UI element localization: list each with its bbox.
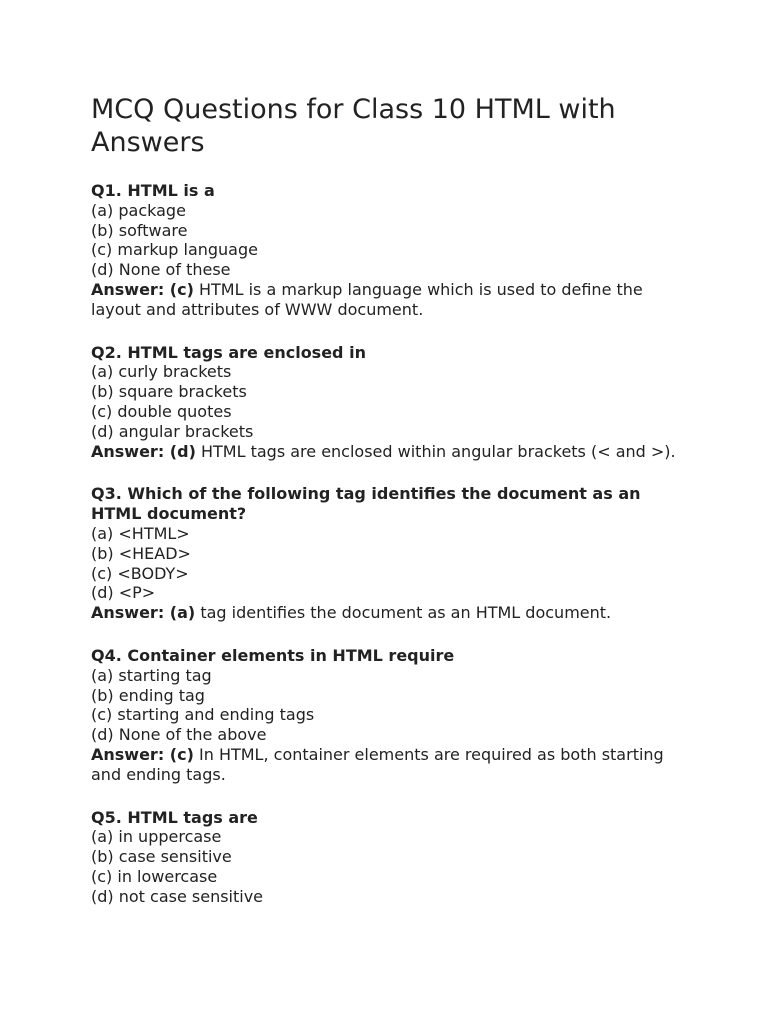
answer <box>91 442 688 462</box>
option-c: (c) starting and ending tags <box>91 705 315 725</box>
option-a: (a) curly brackets <box>91 362 232 382</box>
answer <box>91 280 688 320</box>
option-b: (b) <HEAD> <box>91 543 191 563</box>
answer <box>91 603 688 623</box>
question-text: Q1. HTML is a <box>91 181 215 200</box>
option-b: (b) case sensitive <box>91 847 232 867</box>
option-c: (c) <BODY> <box>91 563 189 583</box>
options-list <box>91 524 688 603</box>
option-c: (c) markup language <box>91 240 258 260</box>
option-d: (d) angular brackets <box>91 421 254 441</box>
options-list <box>91 666 688 745</box>
option-b: (b) ending tag <box>91 685 205 705</box>
answer-key: (c) <box>169 744 194 764</box>
option-a: (a) <HTML> <box>91 523 190 543</box>
answer-label <box>91 280 194 299</box>
question-text: Q4. Container elements in HTML require <box>91 645 455 665</box>
page-title: MCQ Questions for Class 10 HTML with Answers <box>91 94 616 158</box>
question-block-5 <box>91 808 688 907</box>
answer-label <box>91 603 195 622</box>
answer-text: In HTML, container elements are required as both starting and ending tags. <box>91 744 664 784</box>
option-a: (a) starting tag <box>91 665 212 685</box>
option-d: (d) None of these <box>91 260 231 280</box>
question-block-1 <box>91 181 688 320</box>
question-text: Q2. HTML tags are enclosed in <box>91 342 366 362</box>
option-d: (d) <P> <box>91 583 156 603</box>
option-d: (d) None of the above <box>91 725 267 745</box>
option-d: (d) not case sensitive <box>91 886 264 906</box>
option-a: (a) package <box>91 200 186 220</box>
options-list <box>91 362 688 441</box>
question-block-3 <box>91 484 688 623</box>
question-block-4 <box>91 646 688 785</box>
answer-label <box>91 442 196 461</box>
option-c: (c) in lowercase <box>91 866 218 886</box>
option-c: (c) double quotes <box>91 401 232 421</box>
answer-text: HTML is a markup language which is used to define the layout and attributes of WWW document. <box>91 279 643 319</box>
answer-label-text: Answer: <box>91 603 165 623</box>
question-block-2 <box>91 343 688 462</box>
answer-key: (d) <box>169 441 196 461</box>
answer <box>91 745 688 785</box>
answer-key: (c) <box>169 279 194 299</box>
answer-label-text: Answer: <box>91 744 165 764</box>
options-list <box>91 201 688 280</box>
answer-text: tag identifies the document as an HTML document. <box>200 603 612 623</box>
option-b: (b) software <box>91 220 188 240</box>
options-list <box>91 827 688 906</box>
question-text: Q3. Which of the following tag identifies the document as an HTML document? <box>91 484 641 524</box>
question-text: Q5. HTML tags are <box>91 807 258 827</box>
answer-key: (a) <box>169 603 196 623</box>
answer-label <box>91 745 194 764</box>
answer-text: HTML tags are enclosed within angular brackets (< and >). <box>200 441 676 461</box>
option-a: (a) in uppercase <box>91 827 222 847</box>
option-b: (b) square brackets <box>91 382 247 402</box>
answer-label-text: Answer: <box>91 279 165 299</box>
answer-label-text: Answer: <box>91 441 165 461</box>
